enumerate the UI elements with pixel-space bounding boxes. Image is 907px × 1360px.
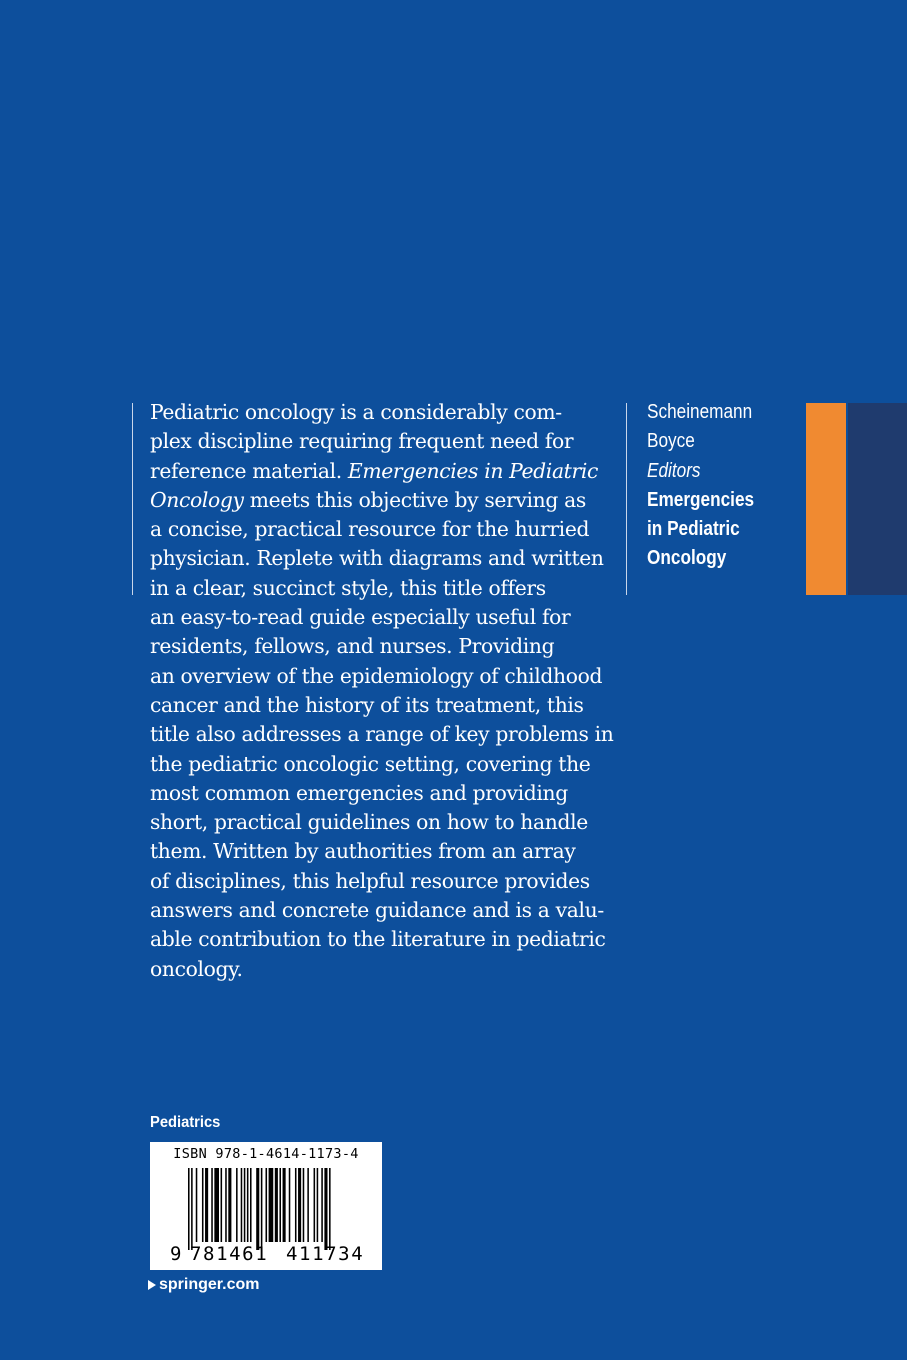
barcode-bar xyxy=(236,1168,238,1242)
blurb-line: oncology. xyxy=(150,956,243,981)
blurb-line xyxy=(150,486,612,515)
blurb-line: the pediatric oncologic setting, covering the xyxy=(150,751,591,776)
blurb-line: them. Written by authorities from an array xyxy=(150,839,576,864)
blurb-line: Pediatric oncology is a considerably com- xyxy=(150,400,562,424)
barcode-bar xyxy=(211,1168,213,1242)
blurb-line xyxy=(150,457,612,486)
arrow-right-icon xyxy=(148,1280,156,1290)
blurb-title-italic: Oncology xyxy=(150,487,244,512)
blurb-text: meets this objective by serving as xyxy=(243,487,586,512)
isbn-barcode xyxy=(150,1142,382,1270)
blurb-line: able contribution to the literature in pediatric xyxy=(150,927,606,952)
barcode-bar xyxy=(298,1168,301,1242)
barcode-bar xyxy=(256,1168,259,1250)
barcode-bar xyxy=(244,1168,246,1242)
barcode-bar xyxy=(307,1168,309,1242)
subject-category: Pediatrics xyxy=(150,1114,221,1131)
blurb-line: residents, fellows, and nurses. Providing xyxy=(150,634,555,659)
barcode-bar xyxy=(329,1168,331,1250)
editors-and-title xyxy=(647,398,754,574)
blurb-line: physician. Replete with diagrams and written xyxy=(150,546,604,571)
barcode-bar xyxy=(321,1168,323,1242)
barcode-bar xyxy=(317,1168,319,1242)
blurb-line: in a clear, succinct style, this title offers xyxy=(150,575,546,600)
book-title-line: in Pediatric xyxy=(647,518,740,541)
barcode-bar xyxy=(289,1168,291,1242)
barcode-bar xyxy=(279,1168,281,1242)
barcode-bar xyxy=(314,1168,316,1242)
barcode-bar xyxy=(225,1168,227,1242)
barcode-bar xyxy=(228,1168,231,1242)
barcode-bar xyxy=(261,1168,263,1250)
barcode-bar xyxy=(324,1168,327,1250)
barcode-digit-group: 781461 xyxy=(190,1243,269,1265)
blurb-line: plex discipline requiring frequent need for xyxy=(150,429,574,454)
book-title-line: Oncology xyxy=(647,547,727,570)
barcode-bar xyxy=(196,1168,198,1242)
barcode-bar xyxy=(202,1168,204,1242)
blurb-line: an easy-to-read guide especially useful for xyxy=(150,605,571,630)
barcode-bar xyxy=(247,1168,249,1242)
blurb-line: an overview of the epidemiology of childhood xyxy=(150,663,603,688)
editor-name: Scheinemann xyxy=(647,401,753,423)
barcode-bar xyxy=(205,1168,208,1242)
barcode-bar xyxy=(188,1168,190,1250)
orange-color-stripe xyxy=(806,403,846,595)
dark-blue-color-stripe xyxy=(848,403,907,595)
barcode-bar xyxy=(275,1168,278,1242)
blurb-line: title also addresses a range of key problems in xyxy=(150,722,614,747)
blurb-line: most common emergencies and providing xyxy=(150,780,568,805)
left-divider-rule xyxy=(132,403,133,595)
barcode-bar xyxy=(266,1168,268,1242)
book-description xyxy=(150,398,612,984)
right-divider-rule xyxy=(626,403,627,595)
barcode-bar xyxy=(221,1168,223,1242)
book-title-line: Emergencies xyxy=(647,488,755,511)
blurb-title-italic: Emergencies in Pediatric xyxy=(347,458,598,483)
publisher-url: springer.com xyxy=(159,1276,260,1293)
isbn-label: ISBN 978-1-4614-1173-4 xyxy=(173,1146,359,1162)
blurb-line: short, practical guidelines on how to handle xyxy=(150,810,588,835)
blurb-text: reference material. xyxy=(150,458,348,483)
barcode-bar xyxy=(269,1168,274,1242)
blurb-line: of disciplines, this helpful resource provides xyxy=(150,868,590,893)
editors-label: Editors xyxy=(647,459,701,482)
barcode-bar xyxy=(295,1168,297,1242)
blurb-line: a concise, practical resource for the hurried xyxy=(150,517,590,542)
barcode-bar xyxy=(283,1168,286,1242)
blurb-line: cancer and the history of its treatment, this xyxy=(150,692,584,717)
barcode-digit-group: 411734 xyxy=(286,1243,365,1265)
barcode-bar xyxy=(191,1168,193,1250)
publisher-link[interactable] xyxy=(148,1275,259,1295)
barcode-bar xyxy=(250,1168,252,1242)
barcode-digit-lead: 9 xyxy=(170,1243,182,1265)
barcode-bar xyxy=(214,1168,219,1242)
barcode-bar xyxy=(303,1168,305,1242)
blurb-line: answers and concrete guidance and is a valu- xyxy=(150,898,604,923)
barcode-bar xyxy=(241,1168,243,1242)
editor-name: Boyce xyxy=(647,430,695,453)
